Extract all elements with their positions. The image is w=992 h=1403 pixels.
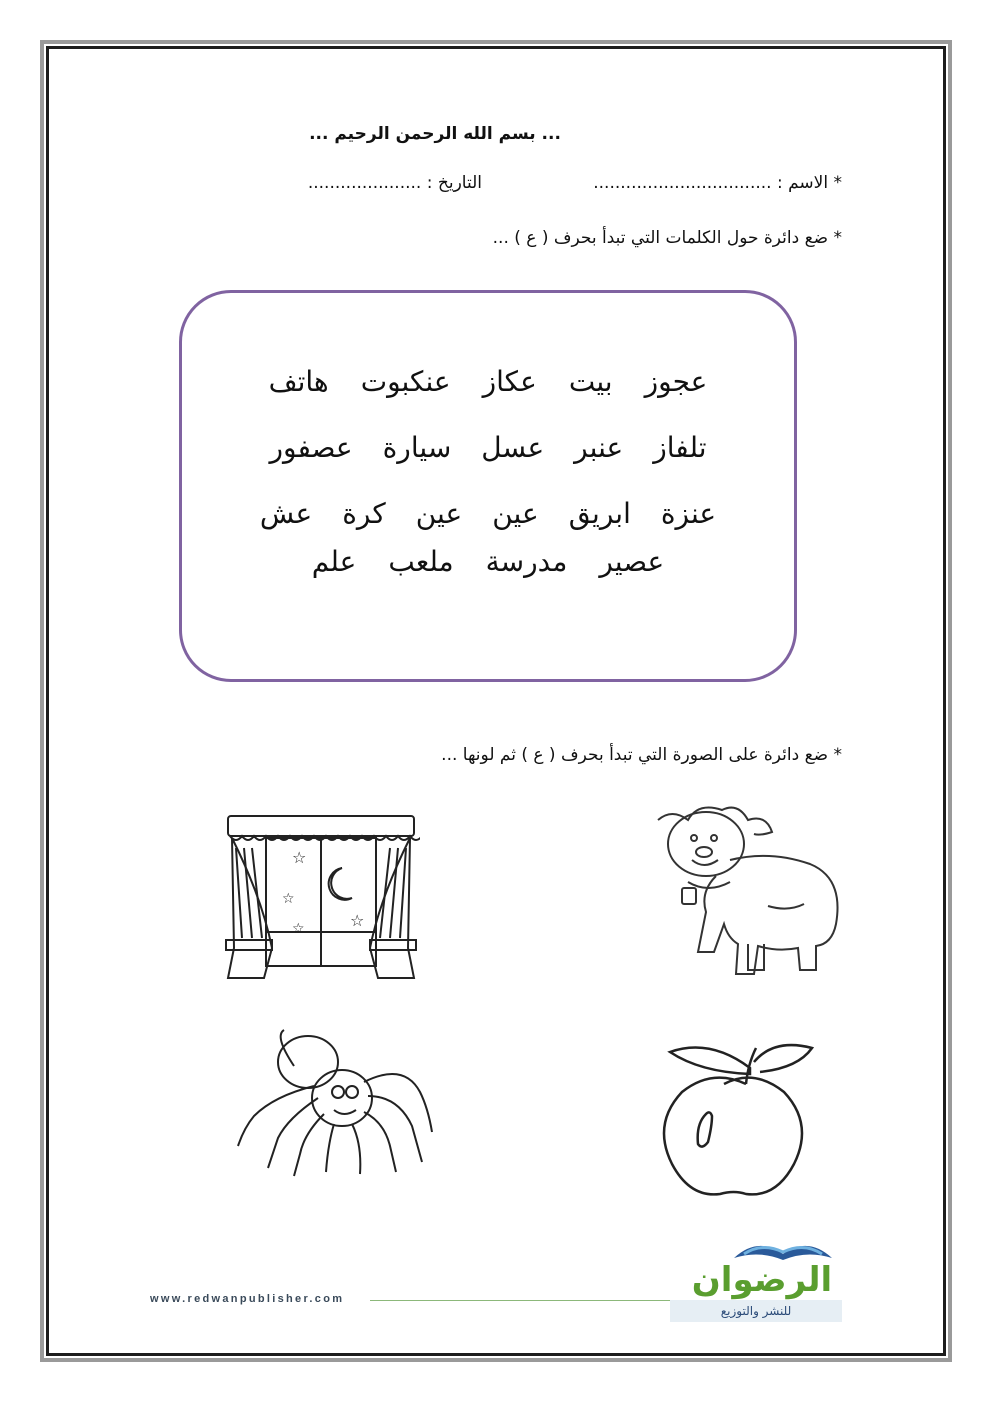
word[interactable]: عصير [599,545,665,578]
word[interactable]: هاتف [268,365,329,398]
word[interactable]: عش [259,497,313,530]
svg-text:☆: ☆ [282,891,295,907]
word[interactable]: عصفور [269,431,353,464]
window-curtains-image[interactable] [222,808,420,984]
word[interactable]: مدرسة [485,545,568,578]
footer-divider [370,1300,670,1301]
word[interactable]: عنزة [660,497,717,530]
word[interactable]: كرة [342,497,386,530]
date-field-label: التاريخ : ..................... [307,173,482,193]
word-row-3 [182,497,794,530]
word[interactable]: عين [415,497,463,530]
basmala-heading: ... بسم الله الرحمن الرحيم ... [309,124,561,144]
word[interactable]: تلفاز [653,431,707,464]
svg-text:☆: ☆ [292,848,307,867]
word[interactable]: عنبر [574,431,624,464]
word[interactable]: عين [492,497,539,530]
word[interactable]: ابريق [568,497,631,530]
goat-image[interactable] [648,796,844,986]
exercise2-instruction: * ضع دائرة على الصورة التي تبدأ بحرف ( ع ) ثم لونها ... [441,745,842,765]
name-field-label: * الاسم : ................................. [593,173,842,193]
word[interactable]: بيت [568,365,613,398]
word[interactable]: عسل [481,431,545,464]
svg-text:☆: ☆ [292,921,305,937]
word-row-4 [182,545,794,578]
word[interactable]: ملعب [388,545,454,578]
svg-text:☆: ☆ [350,911,365,930]
word-row-2 [182,431,794,464]
word[interactable]: عكاز [482,365,537,398]
word-box [179,290,797,682]
publisher-logo-name: الرضوان [691,1260,833,1300]
publisher-logo-subtitle: للنشر والتوزيع [670,1300,842,1322]
word[interactable]: سيارة [382,431,452,464]
apple-image[interactable] [662,1032,830,1200]
word[interactable]: عنكبوت [360,365,451,398]
book-logo-icon [730,1236,836,1262]
word[interactable]: عجوز [644,365,708,398]
word[interactable]: علم [311,545,357,578]
footer-url[interactable]: www.redwanpublisher.com [150,1293,345,1305]
spider-image[interactable] [234,1026,442,1178]
word-row-1 [182,365,794,398]
exercise1-instruction: * ضع دائرة حول الكلمات التي تبدأ بحرف ( ع ) ... [492,228,842,248]
